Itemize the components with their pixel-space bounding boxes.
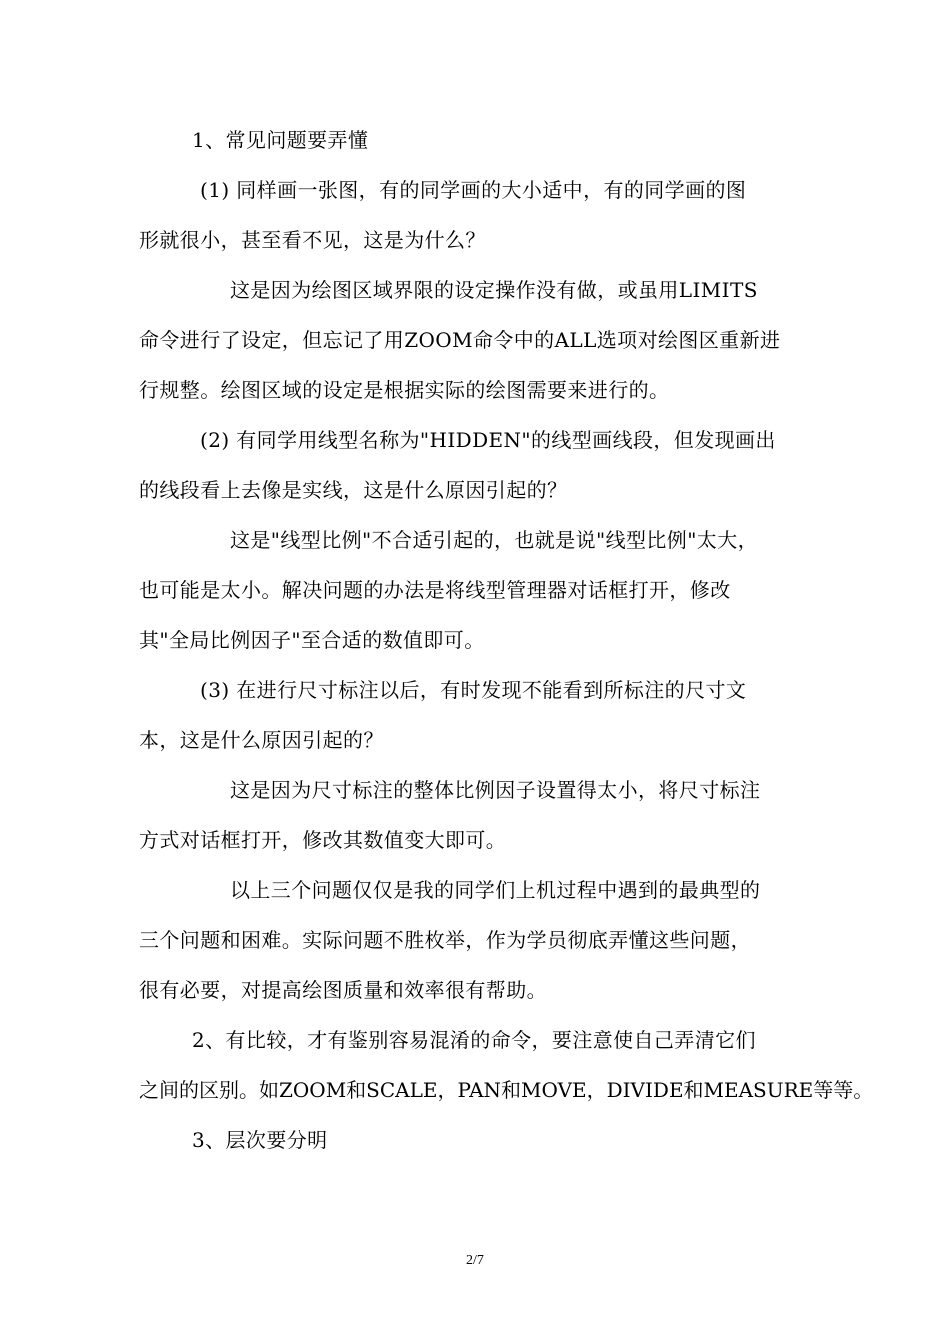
heading-1: 1、常见问题要弄懂 [192, 128, 369, 152]
heading-2-line-2: 之间的区别。如ZOOM和SCALE，PAN和MOVE，DIVIDE和MEASURE等等。 [139, 1078, 874, 1102]
question-2-line-1: (2) 有同学用线型名称为"HIDDEN"的线型画线段，但发现画出 [200, 428, 776, 452]
question-3-line-2: 本，这是什么原因引起的？ [139, 728, 384, 752]
answer-3-line-2: 方式对话框打开，修改其数值变大即可。 [139, 828, 507, 852]
heading-3: 3、层次要分明 [192, 1128, 328, 1152]
answer-2-line-2: 也可能是太小。解决问题的办法是将线型管理器对话框打开，修改 [139, 578, 731, 602]
summary-line-3: 很有必要，对提高绘图质量和效率很有帮助。 [139, 978, 547, 1002]
answer-2-line-1: 这是"线型比例"不合适引起的，也就是说"线型比例"太大， [230, 528, 758, 552]
question-3-line-1: (3) 在进行尺寸标注以后，有时发现不能看到所标注的尺寸文 [200, 678, 747, 702]
answer-1-line-1: 这是因为绘图区域界限的设定操作没有做，或虽用LIMITS [230, 278, 758, 302]
question-1-line-1: (1) 同样画一张图，有的同学画的大小适中，有的同学画的图 [200, 178, 747, 202]
heading-2-line-1: 2、有比较，才有鉴别容易混淆的命令，要注意使自己弄清它们 [192, 1028, 756, 1052]
question-2-line-2: 的线段看上去像是实线，这是什么原因引起的？ [139, 478, 568, 502]
answer-1-line-3: 行规整。绘图区域的设定是根据实际的绘图需要来进行的。 [139, 378, 670, 402]
question-1-line-2: 形就很小，甚至看不见，这是为什么？ [139, 228, 486, 252]
page-number: 2/7 [466, 1253, 484, 1268]
summary-line-2: 三个问题和困难。实际问题不胜枚举，作为学员彻底弄懂这些问题， [139, 928, 751, 952]
summary-line-1: 以上三个问题仅仅是我的同学们上机过程中遇到的最典型的 [230, 878, 761, 902]
answer-2-line-3: 其"全局比例因子"至合适的数值即可。 [139, 628, 485, 652]
answer-3-line-1: 这是因为尺寸标注的整体比例因子设置得太小，将尺寸标注 [230, 778, 761, 802]
answer-1-line-2: 命令进行了设定，但忘记了用ZOOM命令中的ALL选项对绘图区重新进 [139, 328, 781, 352]
